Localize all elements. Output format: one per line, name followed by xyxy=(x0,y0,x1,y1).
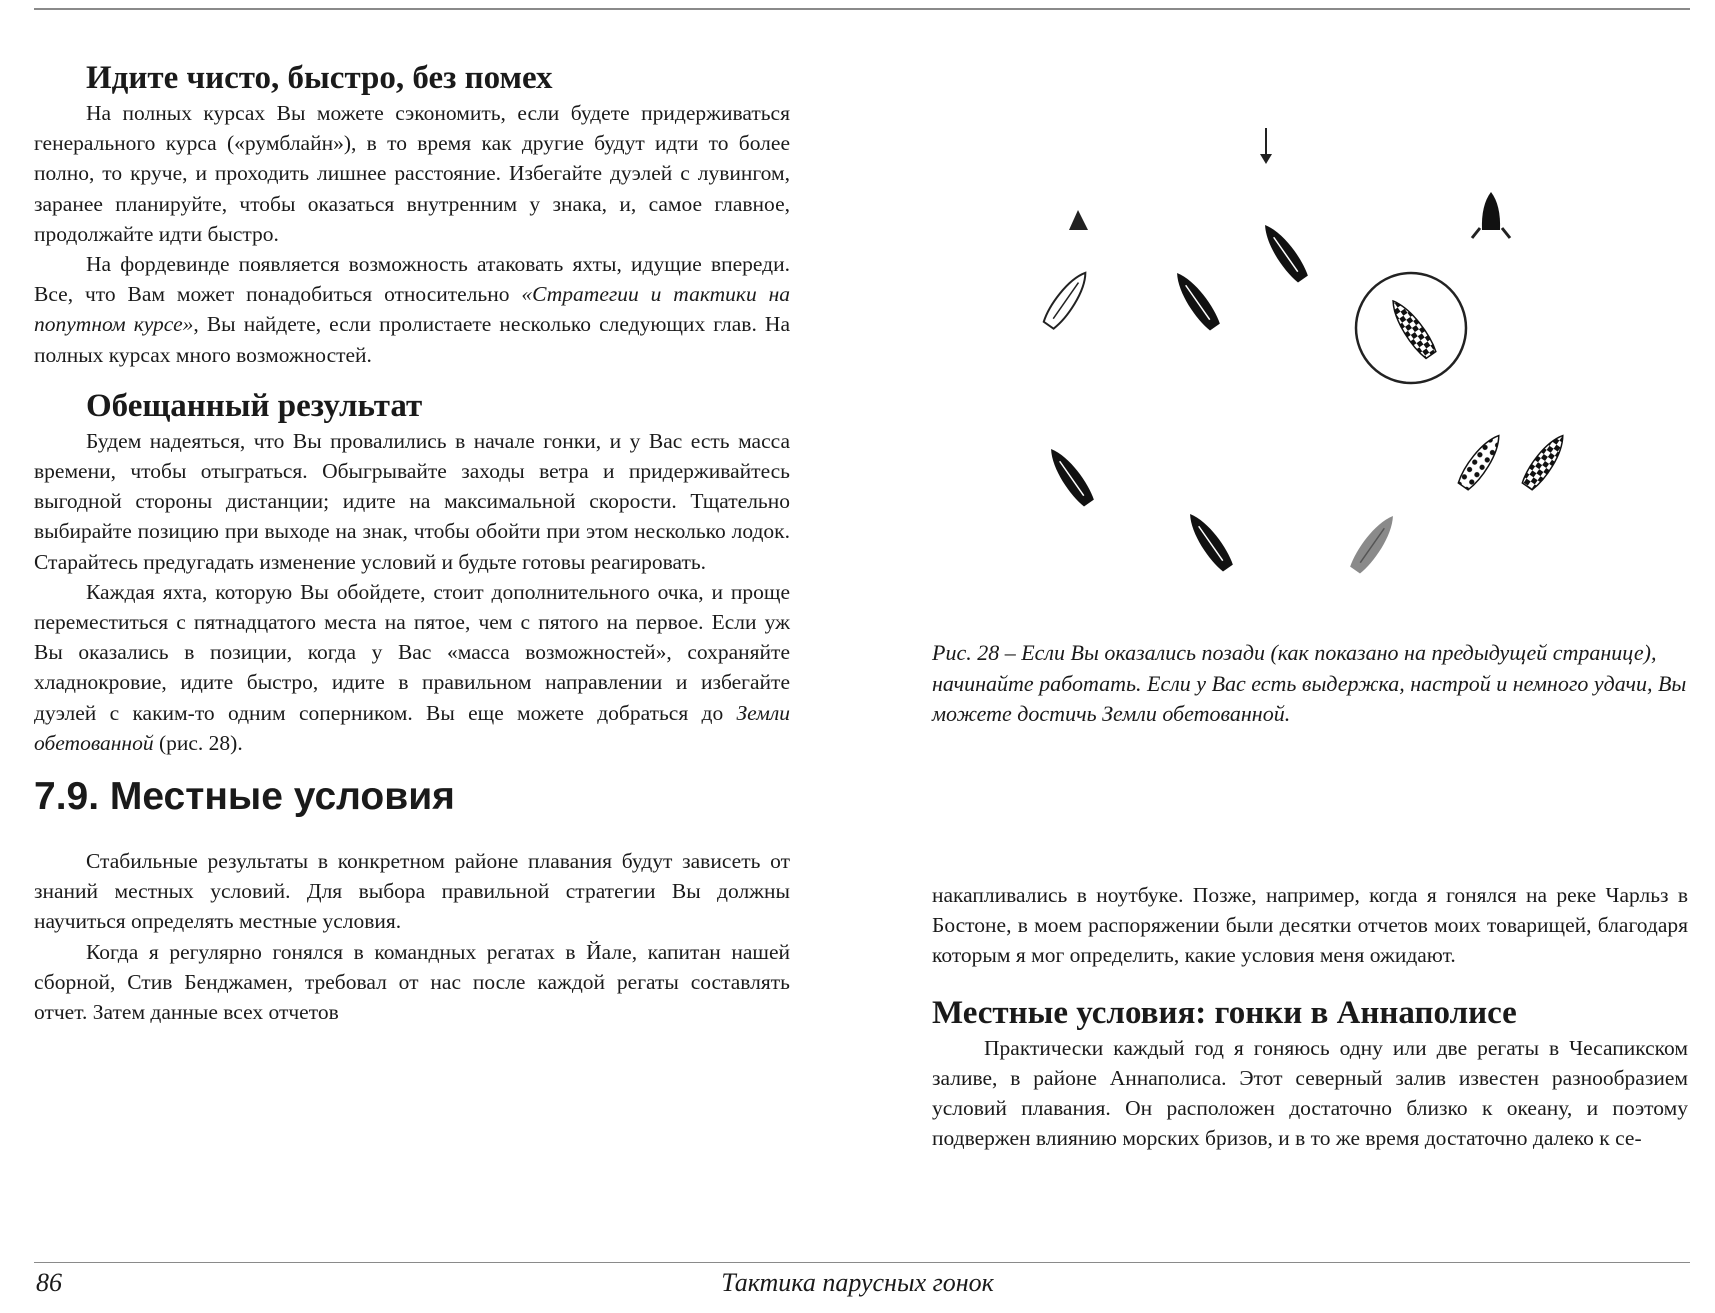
figure-28-diagram xyxy=(990,110,1630,600)
section-heading: 7.9. Местные условия xyxy=(34,775,455,819)
page-number: 86 xyxy=(36,1268,62,1297)
paragraph: Практически каждый год я гоняюсь одну или две регаты в Чесапикском заливе, в районе Аннаполиса. Этот северный залив известен разнообразием условий плавания. Он расположен достаточно близко к океану, и поэтому подвержен влиянию морских бризов, и в то же время достаточно далеко к се- xyxy=(932,1035,1688,1151)
paragraph: Каждая яхта, которую Вы обойдете, стоит дополнительного очка, и проще переместиться с пятнадцатого места на пятое, чем с пятого на первое. Если уж Вы оказались в позиции, когда у Вас «масса возможностей», сохраняйте хладнокровие, идите быстро, идите в правильном направлении и избегайте дуэлей с каким-то одним соперником. Вы еще можете добраться до Земли обетованной (рис. 28). xyxy=(34,579,790,755)
boat-outline-icon xyxy=(1041,268,1093,331)
heading-annapolis: Местные условия: гонки в Аннаполисе xyxy=(932,994,1517,1031)
paragraph: накапливались в ноутбуке. Позже, например, когда я гонялся на реке Чарльз в Бостоне, в моем распоряжении были десятки отчетов моих товарищей, благодаря которым я мог определить, какие условия меня ожидают. xyxy=(932,883,1688,968)
paragraph: Когда я регулярно гонялся в командных регатах в Йале, капитан нашей сборной, Стив Бенджамен, требовал от нас после каждой регаты составлять отчет. Затем данные всех отчетов xyxy=(34,939,790,1025)
italic-reference: «Стратегии и тактики на попутном курсе» xyxy=(34,282,790,337)
italic-reference: Земли обетованной xyxy=(34,700,790,755)
paragraph: Будем надеяться, что Вы провалились в начале гонки, и у Вас есть масса времени, чтобы отыграться. Обыгрывайте заходы ветра и придерживайтесь выгодной стороны дистанции; идите на максимальной скорости. Тщательно выбирайте позицию при выходе на знак, чтобы обойти при этом несколько лодок. Старайтесь предугадать изменение условий и будьте готовы реагировать. xyxy=(34,428,790,574)
running-title: Тактика парусных гонок xyxy=(721,1268,994,1297)
heading-promised-result: Обещанный результат xyxy=(86,387,423,424)
right-column xyxy=(932,880,1688,1153)
paragraph: На полных курсах Вы можете сэкономить, если будете придерживаться генерального курса («румблайн»), в то время как другие будут идти то более полно, то круче, и проходить лишнее расстояние. Избегайте дуэлей с лувингом, заранее планируйте, чтобы оказаться внутренним у знака, и, самое главное, продолжайте идти быстро. xyxy=(34,101,790,246)
heading-go-clean: Идите чисто, быстро, без помех xyxy=(86,60,553,96)
boat-icon xyxy=(1258,220,1311,285)
paragraph: Стабильные результаты в конкретном районе плавания будут зависеть от знаний местных условий. Для выбора правильной стратегии Вы должны научиться определять местные условия. xyxy=(34,849,790,934)
left-column xyxy=(34,58,790,1027)
wind-arrow-icon xyxy=(1260,128,1272,164)
paragraph: На фордевинде появляется возможность атаковать яхты, идущие впереди. Все, что Вам может понадобиться относительно «Стратегии и тактики на попутном курсе», Вы найдете, если пролистаете несколько следующих глав. На полных курсах много возможностей. xyxy=(34,252,790,367)
checkered-boat-icon xyxy=(1520,430,1571,491)
dotted-boat-icon xyxy=(1456,430,1507,491)
boat-icon xyxy=(1183,509,1236,574)
figure-caption: Рис. 28 – Если Вы оказались позади (как показано на предыдущей странице), начинайте работать. Если у Вас есть выдержка, настрой и немного удачи, Вы можете достичь Земли обетованной. xyxy=(932,640,1687,726)
top-rule xyxy=(34,8,1690,10)
mark-buoy-icon xyxy=(1069,210,1088,230)
leading-boat-icon xyxy=(1472,192,1510,238)
bottom-rule xyxy=(34,1262,1690,1263)
grey-boat-icon xyxy=(1348,511,1401,576)
boat-icon xyxy=(1170,268,1223,333)
checkered-boat-icon xyxy=(1386,296,1439,361)
boat-icon xyxy=(1044,444,1097,509)
